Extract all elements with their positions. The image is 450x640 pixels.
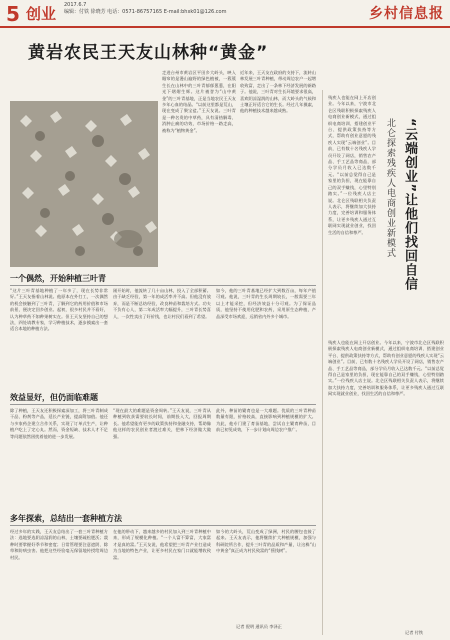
section-divider-3	[10, 525, 316, 526]
section-name: 创业	[26, 5, 57, 23]
editor-line: 编辑：付铁 徐晓芳 电话：0571-86757165 E-mail:bhxk01@126.com	[64, 9, 227, 15]
masthead-meta	[64, 2, 226, 16]
article-intro-col1: 走进台州市黄岩区平田乡大岭头，映入眼帘的是漫山遍野的绿色植被，一簇簇生长在山林中的三叶青郁郁葱葱，在阳光下熠熠生辉。这片被誉为“山中黄金”的三叶青基地，正是当地农民王天友多年心血的结晶。“以前这里都是荒山，现在变成了聚宝盆。”王天友说。三叶青是一种名贵的中草药，具有清热解毒、消肿止痛的功效，市场价格一路走高，被称为“植物黄金”。	[162, 70, 236, 133]
section-3-col1: 经过多年的实践，王天友总结出了一套三叶青种植方法：选地要选阴凉湿润的山林，土壤要疏松肥沃；栽种时要掌握好季节和密度；日常管理要注意遮阴、除草和防病虫害。他把这些经验毫无保留地传授给周边村民。	[10, 529, 108, 560]
section-1-col3: 如今，他的三叶青基地已经扩大到数百亩，每年产值可观。他说，三叶青的生长周期较长，一般需要三年以上才能采挖，但经济效益十分可观。为了保证品质，他坚持不使用化肥和农药，采用原生态种植，产品深受市场欢迎，远销省内外多个城市。	[216, 288, 316, 319]
section-1-col2: 刚开始时，他流转了几十亩山林，投入了全部积蓄。由于缺乏经验，第一年的成活率并不高。但他没有放弃，而是不断总结经验，改良种苗和栽培方式。功夫不负有心人，第二年成活率大幅提升，三叶青长势喜人，一次性卖出了好价钱，也让村民们看到了希望。	[113, 288, 211, 319]
section-heading-3: 多年探索，总结出一套种植方法	[10, 514, 122, 523]
article-byline: 记者 倪明 通讯员 李泽正	[236, 624, 282, 629]
sidebar-byline: 记者 付铁	[405, 630, 424, 635]
article-photo	[10, 101, 158, 267]
page-title: 黄岩农民王天友山林种“黄金”	[28, 43, 269, 63]
article-intro-col2: 近年来，王天友在政府的支持下，流转山林发展三叶青种植，带动周边农户一起增收致富，走出了一条林下经济发展的新路子。他说，三叶青对生长环境要求很高，喜欢阴凉湿润的山林，而大岭头的气候和土壤正好适合它的生长。经过几年摸索，他的种植技术越来越成熟。	[240, 70, 316, 114]
page-number: 5	[6, 2, 20, 26]
sidebar-text-lead: 残疾人也能在网上开店创业。今年以来，宁波市北仑区残联积极探索残疾人电商创业新模式，通过组织电商培训、搭建创业平台、提供政策扶持等方式，帮助有创业意愿的残疾人实现“云端创业”。目前，已有数十名残疾人学员开设了网店，销售农产品、手工艺品等商品，部分学员月收入已达数千元。“以前总觉得自己是家里的负担，现在能靠自己的双手赚钱，心里特别踏实。”一位残疾人店主说。北仑区残联相关负责人表示，将继续加大扶持力度，完善培训和服务体系，让更多残疾人通过互联网实现就业创业，找回生活的自信和尊严。	[328, 95, 376, 235]
section-heading-1: 一个偶然，开始种植三叶青	[10, 274, 106, 283]
paper-name: 乡村信息报	[369, 6, 444, 22]
sidebar-title: “云端创业”让他们找回自信	[402, 118, 417, 292]
section-3-col2: 在他的带动下，越来越多的村民加入到三叶青种植中来，形成了规模化种植。“一个人富不算富，大家富才是真的富。”王天友说，他希望把三叶青产业打造成为当地的特色产业，让更多村民在家门口就能增收致富。	[113, 529, 211, 560]
section-3-col3: 如今的大岭头，荒山变成了绿洲，村民的腰包也鼓了起来。王天友表示，他将继续扩大种植规模，加强与科研院所合作，提升三叶青的品质和产量，让这株“山中黄金”真正成为村民致富的“摇钱树”。	[216, 529, 316, 554]
masthead	[0, 0, 450, 28]
section-divider-2	[10, 404, 316, 405]
section-2-col1: 除了种植，王天友还积极探索深加工，将三叶青制成干品、粉剂等产品，延长产业链，提高附加值。他还与多家药企建立合作关系，实现了订单式生产，让种植户吃上了定心丸。然而，资金短缺、技术人才不足等问题依然困扰着他的进一步发展。	[10, 408, 108, 439]
seedling-photo-illustration	[10, 101, 158, 267]
section-2-col3: 此外，种苗的繁育也是一大难题。优质的三叶青种苗数量有限，价格较高，直接影响到种植规模的扩大。为此，他专门建了育苗基地，尝试自主繁育种苗，目前已初见成效，下一步计划向周边农户推广。	[216, 408, 316, 433]
section-1-col1: “这片三叶青基地种植了一年多了，现在长势非常好。”王天友指着山林说。他原本在外打工，一次偶然的机会接触到了三叶青，了解到它的药用价值和市场前景，便决定回乡创业。起初，很多村民并不看好，认为种草药不如种果树实在。但王天友坚持自己的想法，四处请教专家，学习种植技术，逐步摸索出一套适合本地的种植方法。	[10, 288, 108, 332]
section-2-col2: “现在最大的难题是资金周转。”王天友说，三叶青从种植到收获需要较长时间，前期投入大，回报周期长。他希望能有更多的政策扶持和金融支持，帮助像他这样的农民创业者渡过难关，把林下经济做大做强。	[113, 408, 211, 439]
issue-date: 2017.6.7	[64, 2, 87, 8]
section-divider-1	[10, 285, 316, 286]
section-heading-2: 效益显好，但仍面临难题	[10, 393, 98, 402]
sidebar-subtitle: 北仑探索残疾人电商创业新模式	[385, 118, 395, 258]
sidebar-text-body: 残疾人也能在网上开店创业。今年以来，宁波市北仑区残联积极探索残疾人电商创业新模式，通过组织电商培训、搭建创业平台、提供政策扶持等方式，帮助有创业意愿的残疾人实现“云端创业”。目前，已有数十名残疾人学员开设了网店，销售农产品、手工艺品等商品，部分学员月收入已达数千元。“以前总觉得自己是家里的负担，现在能靠自己的双手赚钱，心里特别踏实。”一位残疾人店主说。北仑区残联相关负责人表示，将继续加大扶持力度，完善培训和服务体系，让更多残疾人通过互联网实现就业创业，找回生活的自信和尊严。	[328, 340, 444, 397]
sidebar-divider	[322, 90, 323, 635]
